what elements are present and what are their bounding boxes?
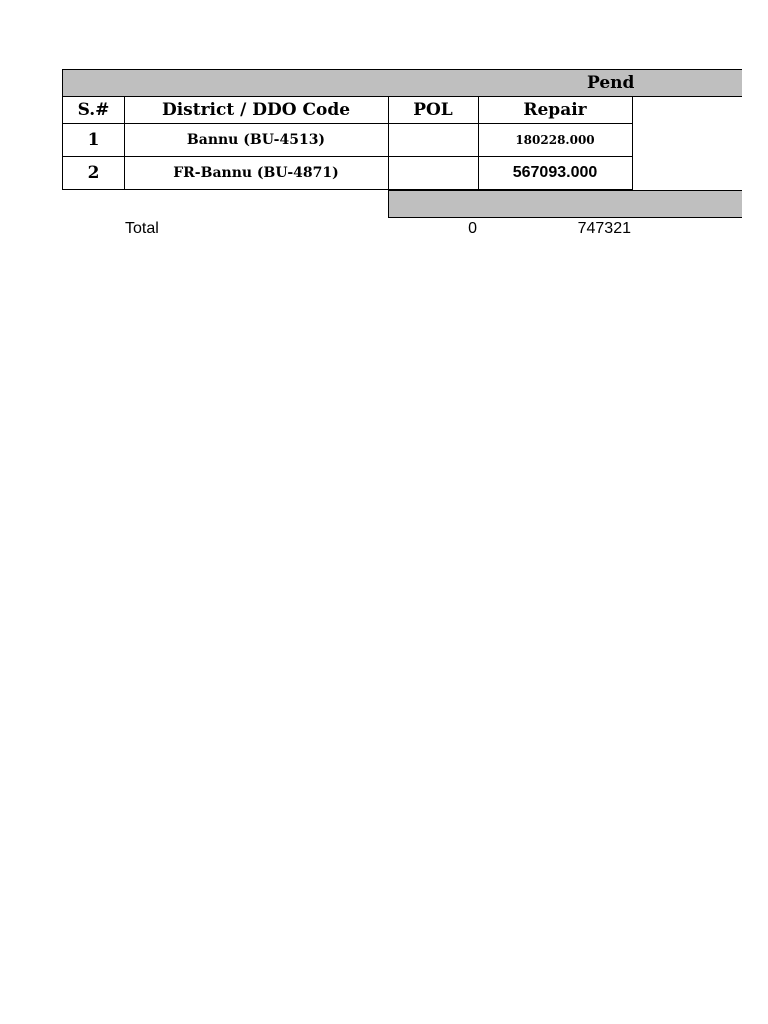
row-1-district: Bannu (BU-4513) [124,123,389,157]
header-district: District / DDO Code [124,96,389,124]
total-repair: 747321 [577,220,631,237]
row-1-pol [388,123,479,157]
row-2-sno: 2 [62,156,125,190]
totals-separator-band [388,190,742,218]
header-band-left [62,69,389,97]
header-sno: S.# [62,96,125,124]
row-1-repair: 180228.000 [478,123,633,157]
row-2-pol [388,156,479,190]
header-repair: Repair [478,96,633,124]
header-pol: POL [388,96,479,124]
row-2-repair: 567093.000 [478,156,633,190]
total-pol: 0 [468,220,477,237]
group-header-pending: Pend [388,69,742,97]
row-2-district: FR-Bannu (BU-4871) [124,156,389,190]
total-label: Total [125,220,159,237]
row-1-sno: 1 [62,123,125,157]
